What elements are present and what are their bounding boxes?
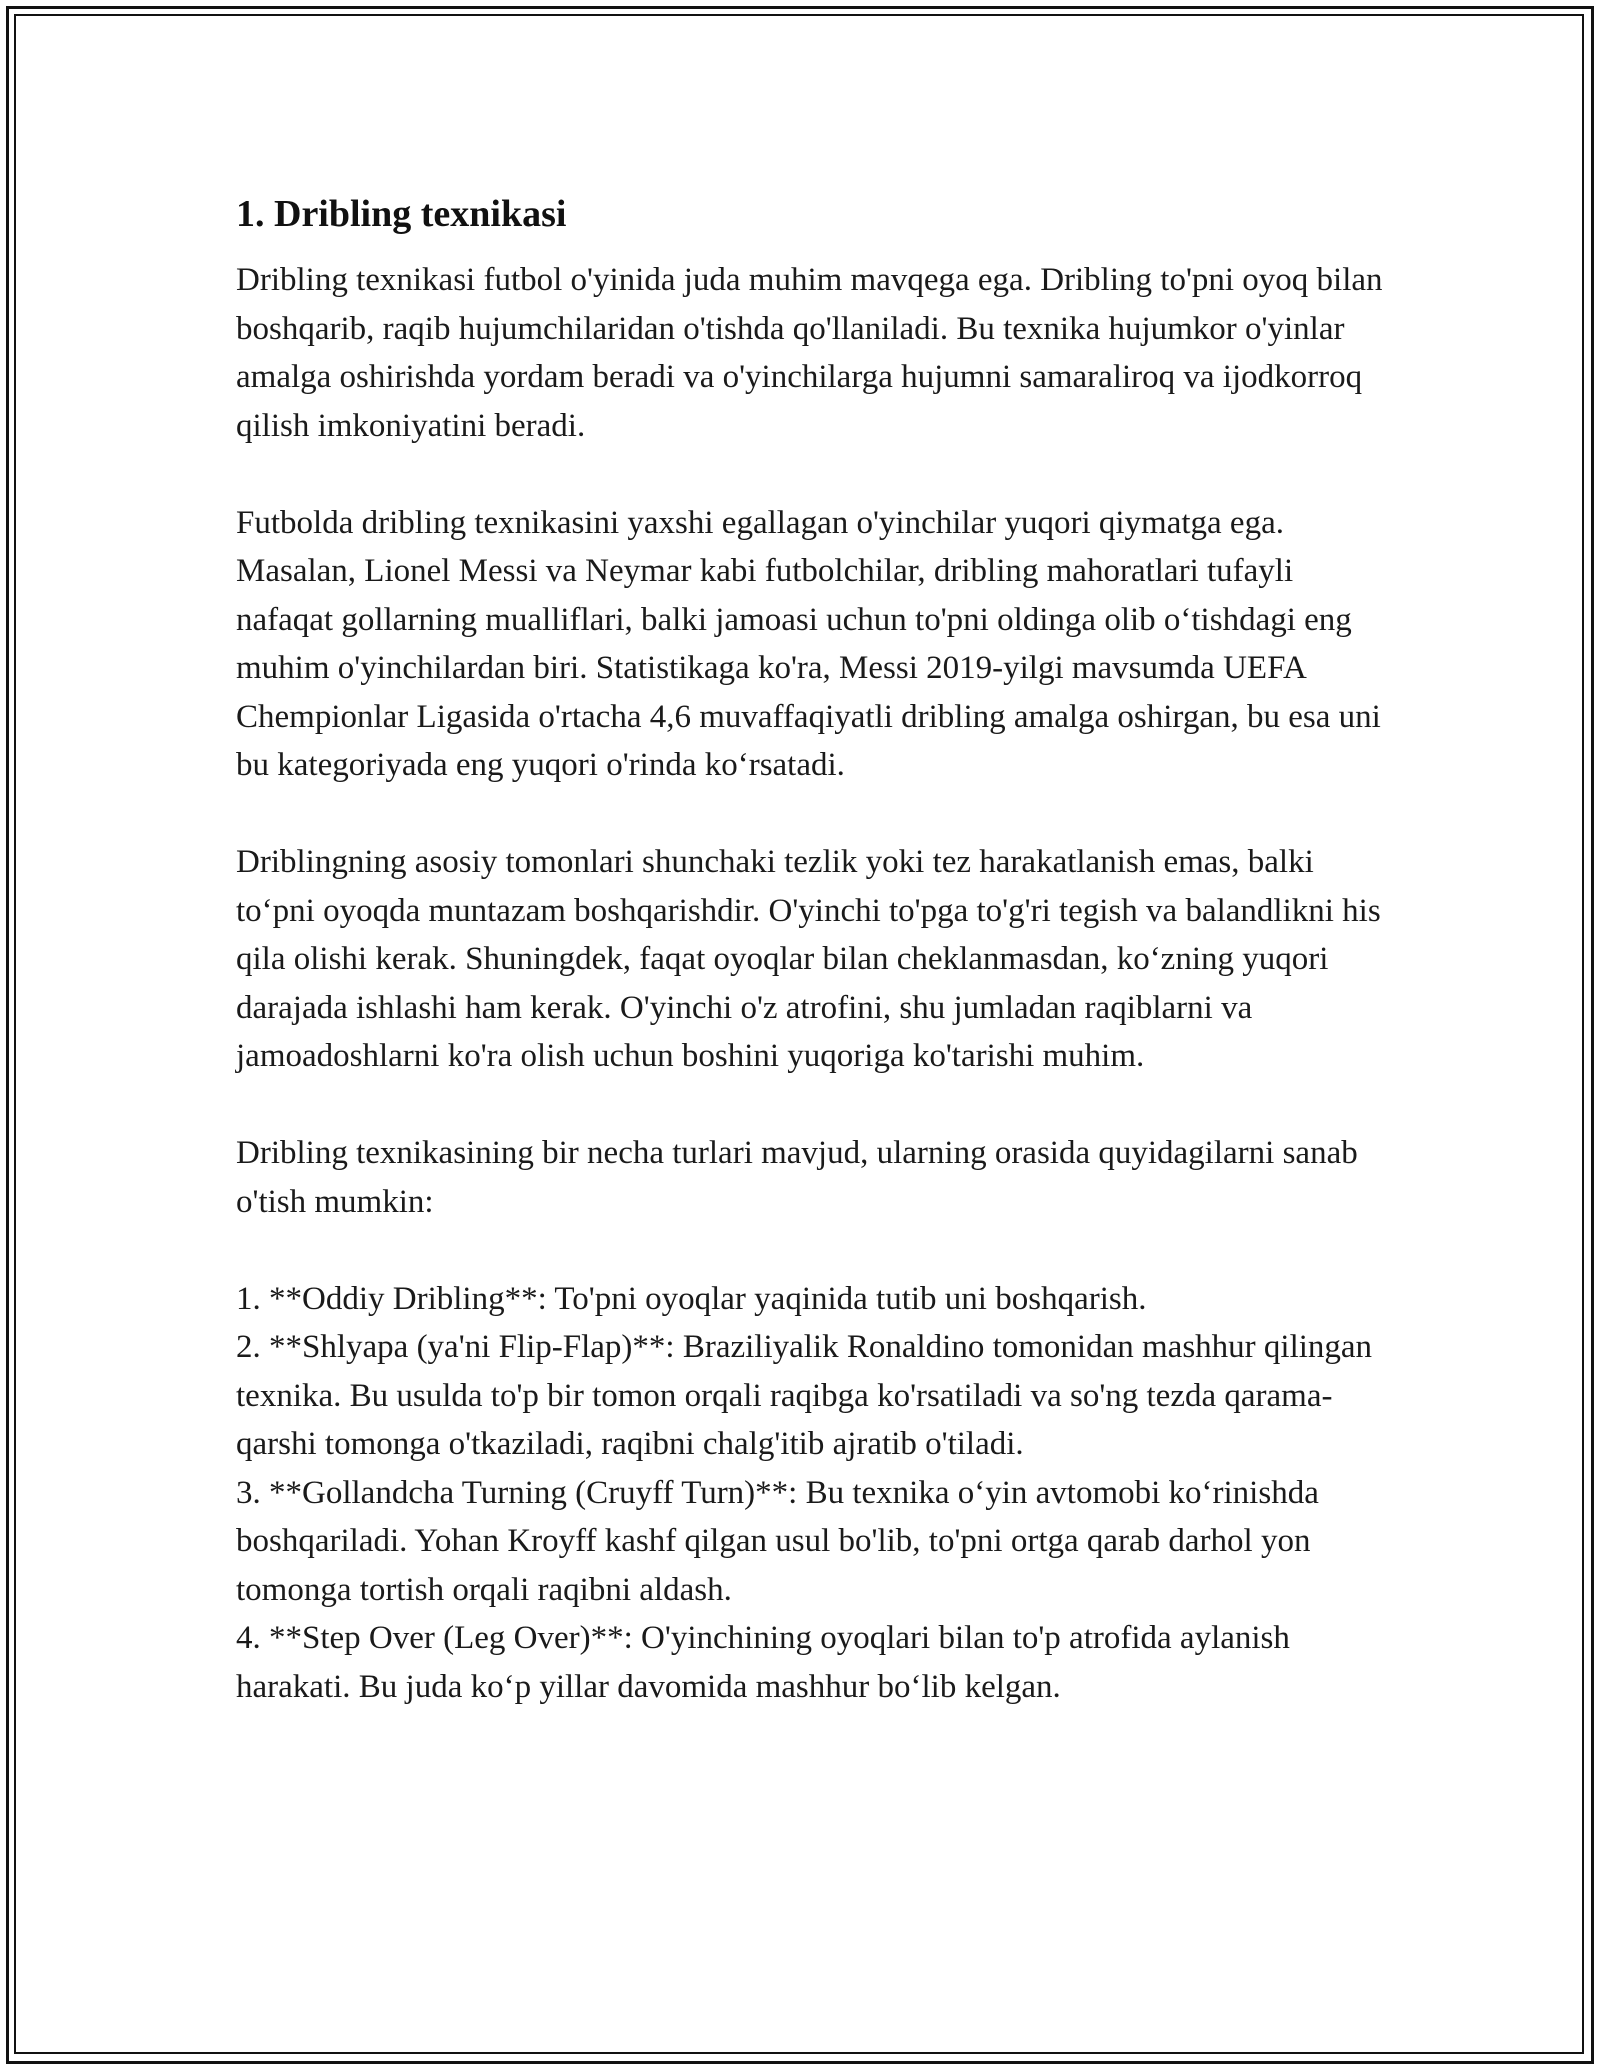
paragraph-types-intro: Dribling texnikasining bir necha turlari mavjud, ularning orasida quyidagilarni sanab o'tish mumkin: bbox=[236, 1135, 1358, 1220]
paragraph-intro: Dribling texnikasi futbol o'yinida juda muhim mavqega ega. Dribling to'pni oyoq bilan boshqarib, raqib hujumchilaridan o'tishda qo'llaniladi. Bu texnika hujumkor o'yinlar amalga oshirishda yordam beradi va o'yinchilarga hujumni samaraliroq va ijodkorroq qilish imkoniyatini beradi. bbox=[236, 262, 1383, 444]
document-body bbox=[236, 188, 1386, 1711]
paragraph-fundamentals: Driblingning asosiy tomonlari shunchaki tezlik yoki tez harakatlanish emas, balki to‘pni oyoqda muntazam boshqarishdir. O'yinchi to'pga to'g'ri tegish va balandlikni his qila olishi kerak. Shuningdek, faqat oyoqlar bilan cheklanmasdan, ko‘zning yuqori darajada ishlashi ham kerak. O'yinchi o'z atrofini, shu jumladan raqiblarni va jamoadoshlarni ko'ra olish uchun boshini yuqoriga ko'tarishi muhim. bbox=[236, 844, 1381, 1074]
dribbling-types-list bbox=[236, 1275, 1386, 1712]
list-item: 3. **Gollandcha Turning (Cruyff Turn)**: Bu texnika o‘yin avtomobi ko‘rinishda boshqariladi. Yohan Kroyff kashf qilgan usul bo'lib, to'pni ortga qarab darhol yon tomonga tortish orqali raqibni aldash. bbox=[236, 1474, 1319, 1608]
list-item: 4. **Step Over (Leg Over)**: O'yinchining oyoqlari bilan to'p atrofida aylanish harakati. Bu juda ko‘p yillar davomida mashhur bo‘lib kelgan. bbox=[236, 1620, 1290, 1705]
paragraph-players: Futbolda dribling texnikasini yaxshi egallagan o'yinchilar yuqori qiymatga ega. Masalan, Lionel Messi va Neymar kabi futbolchilar, dribling mahoratlari tufayli nafaqat gollarning mualliflari, balki jamoasi uchun to'pni oldinga olib o‘tishdagi eng muhim o'yinchilardan biri. Statistikaga ko'ra, Messi 2019-yilgi mavsumda UEFA Chempionlar Ligasida o'rtacha 4,6 muvaffaqiyatli dribling amalga oshirgan, bu esa uni bu kategoriyada eng yuqori o'rinda ko‘rsatadi. bbox=[236, 504, 1381, 783]
list-item: 2. **Shlyapa (ya'ni Flip-Flap)**: Braziliyalik Ronaldino tomonidan mashhur qilingan texnika. Bu usulda to'p bir tomon orqali raqibga ko'rsatiladi va so'ng tezda qarama-qarshi tomonga o'tkaziladi, raqibni chalg'itib ajratib o'tiladi. bbox=[236, 1329, 1373, 1462]
section-heading: 1. Dribling texnikasi bbox=[236, 193, 567, 235]
list-item: 1. **Oddiy Dribling**: To'pni oyoqlar yaqinida tutib uni boshqarish. bbox=[236, 1280, 1147, 1317]
